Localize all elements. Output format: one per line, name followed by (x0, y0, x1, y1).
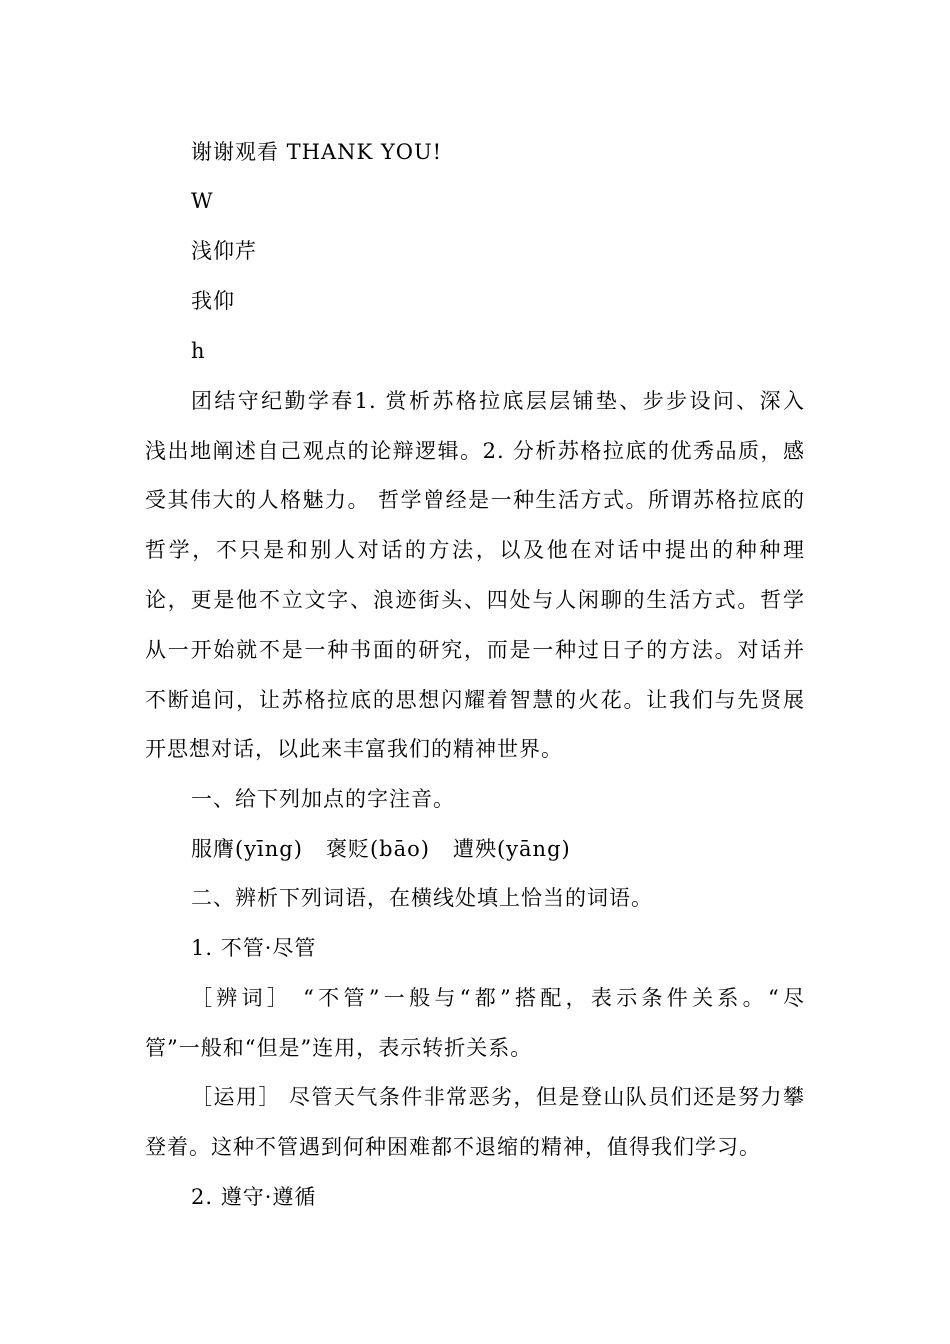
pinyin-line: 服膺(yīng) 褒贬(bāo) 遭殃(yāng) (191, 837, 571, 861)
closing-line: 谢谢观看 THANK YOU! (191, 140, 443, 164)
text-line: W (191, 189, 214, 213)
intro-paragraph-line: 哲学，不只是和别人对话的方法，以及他在对话中提出的种种理 (145, 538, 805, 562)
subsection-heading-1: 1. 不管·尽管 (191, 936, 317, 960)
intro-paragraph-line: 受其伟大的人格魅力。 哲学曾经是一种生活方式。所谓苏格拉底的 (145, 488, 805, 512)
section-heading-2: 二、辨析下列词语，在横线处填上恰当的词语。 (191, 886, 653, 910)
usage-line: ［运用］ 尽管天气条件非常恶劣，但是登山队员们还是努力攀 (191, 1085, 805, 1109)
intro-paragraph-line: 浅出地阐述自己观点的论辩逻辑。2. 分析苏格拉底的优秀品质，感 (145, 439, 805, 463)
text-line: h (191, 339, 206, 363)
text-line: 我仰 (191, 289, 235, 313)
intro-paragraph-line: 从一开始就不是一种书面的研究，而是一种过日子的方法。对话并 (145, 638, 805, 662)
explain-line: ［辨词］ “不管”一般与“都”搭配，表示条件关系。“尽 (191, 986, 805, 1010)
intro-paragraph-line: 团结守纪勤学春1. 赏析苏格拉底层层铺垫、步步设问、深入 (191, 389, 805, 413)
text-line: 浅仰芹 (191, 239, 257, 263)
intro-paragraph-line: 开思想对话，以此来丰富我们的精神世界。 (145, 737, 563, 761)
usage-line: 登着。这种不管遇到何种困难都不退缩的精神，值得我们学习。 (145, 1135, 761, 1159)
section-heading-1: 一、给下列加点的字注音。 (191, 787, 455, 811)
intro-paragraph-line: 论，更是他不立文字、浪迹街头、四处与人闲聊的生活方式。哲学 (145, 588, 805, 612)
explain-line: 管”一般和“但是”连用，表示转折关系。 (145, 1036, 533, 1060)
subsection-heading-2: 2. 遵守·遵循 (191, 1185, 317, 1209)
intro-paragraph-line: 不断追问，让苏格拉底的思想闪耀着智慧的火花。让我们与先贤展 (145, 688, 805, 712)
